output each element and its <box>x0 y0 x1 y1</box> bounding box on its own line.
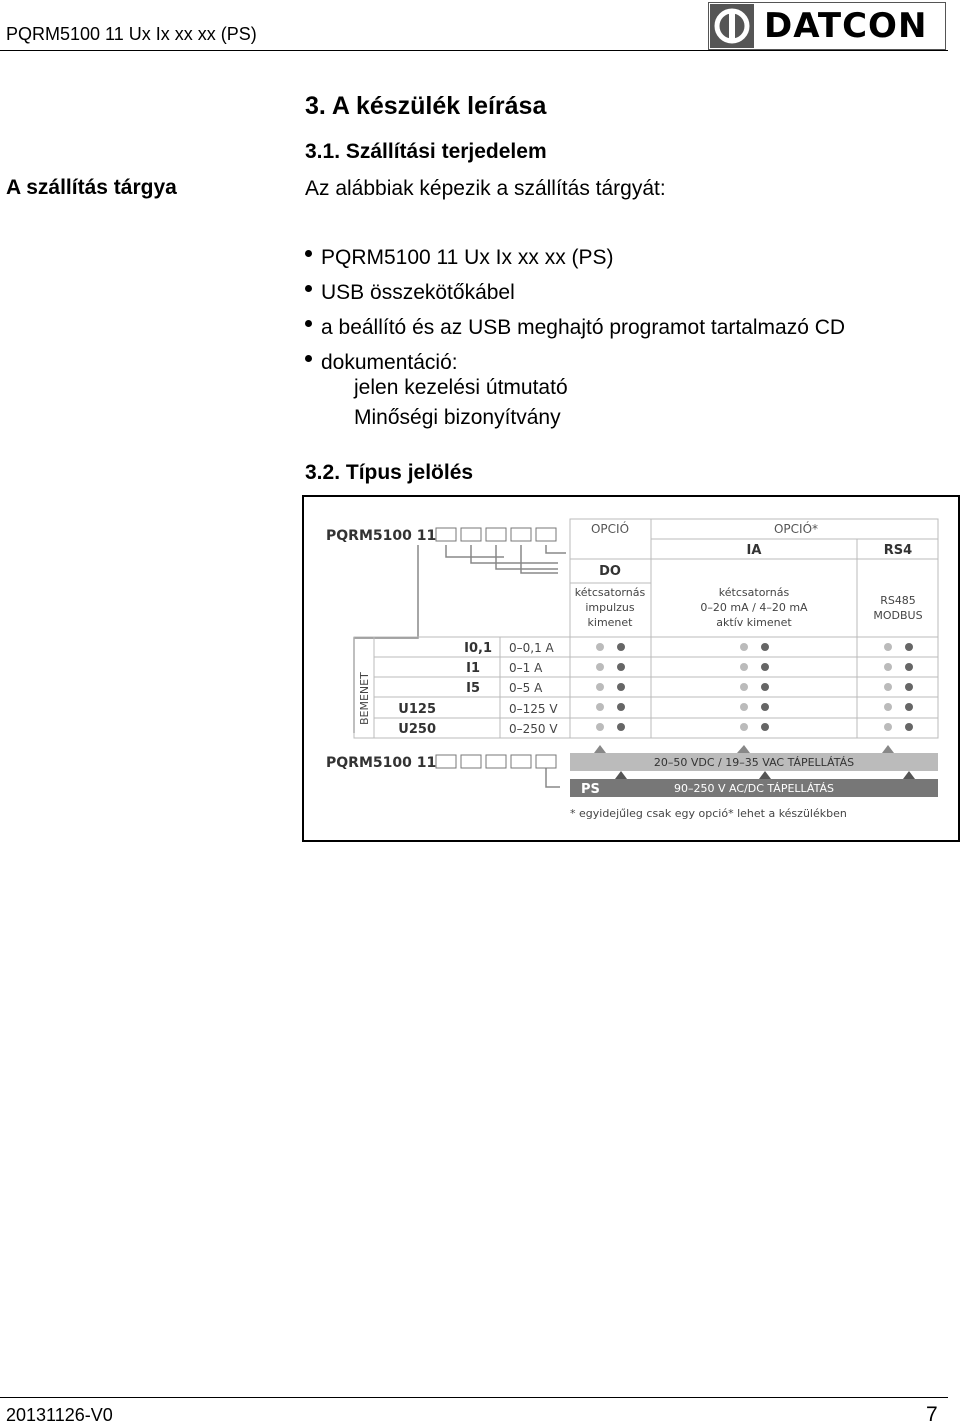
logo-text: DATCON <box>764 6 928 46</box>
supply-high-label: 90–250 V AC/DC TÁPELLÁTÁS <box>674 782 834 795</box>
input-range: 0–250 V <box>509 722 558 736</box>
input-range: 0–5 A <box>509 681 543 695</box>
ps-label: PS <box>581 782 600 797</box>
logo-mark-icon <box>710 4 754 48</box>
rs4-desc-2: MODBUS <box>873 609 923 622</box>
datcon-logo <box>708 2 946 50</box>
footer-version: 20131126-V0 <box>6 1405 113 1425</box>
bullet-icon <box>305 320 312 327</box>
input-code: I5 <box>466 681 480 696</box>
list-item: dokumentáció: <box>305 345 845 380</box>
section-title: 3. A készülék leírása <box>305 92 547 120</box>
delivery-list <box>305 240 845 380</box>
side-label: A szállítás tárgya <box>6 176 177 199</box>
diagram-footnote: * egyidejűleg csak egy opció* lehet a készülékben <box>570 807 847 820</box>
list-item: PQRM5100 11 Ux Ix xx xx (PS) <box>305 240 845 275</box>
do-desc-2: impulzus <box>585 601 635 614</box>
do-desc-3: kimenet <box>587 616 633 629</box>
ia-desc-1: kétcsatornás <box>718 586 790 599</box>
option-star-label: OPCIÓ* <box>773 522 819 536</box>
header-title: PQRM5100 11 Ux Ix xx xx (PS) <box>6 24 257 44</box>
doc-item-certificate: Minőségi bizonyítvány <box>354 406 561 429</box>
list-item: a beállító és az USB meghajtó programot tartalmazó CD <box>305 310 845 345</box>
ia-desc-3: aktív kimenet <box>716 616 792 629</box>
bullet-icon <box>305 355 312 362</box>
footer-rule <box>0 1397 948 1398</box>
input-range: 0–125 V <box>509 702 558 716</box>
input-range: 0–1 A <box>509 661 543 675</box>
option-label: OPCIÓ <box>590 522 630 536</box>
type-section-title: 3.2. Típus jelölés <box>305 461 474 484</box>
bullet-icon <box>305 250 312 257</box>
type-code-diagram <box>302 495 960 842</box>
list-item: USB összekötőkábel <box>305 275 845 310</box>
intro-text: Az alábbiak képezik a szállítás tárgyát: <box>305 177 666 200</box>
input-code: I1 <box>466 661 480 676</box>
do-desc-1: kétcsatornás <box>574 586 646 599</box>
ia-label: IA <box>746 543 762 558</box>
rs4-label: RS4 <box>883 543 913 558</box>
input-code: U125 <box>398 702 436 717</box>
do-label: DO <box>599 564 621 579</box>
input-vertical-label: BEMENET <box>358 672 371 725</box>
page-number: 7 <box>926 1403 938 1426</box>
supply-low-label: 20–50 VDC / 19–35 VAC TÁPELLÁTÁS <box>653 756 855 769</box>
diagram-model-bottom: PQRM5100 11 <box>326 755 437 771</box>
rs4-desc-1: RS485 <box>880 594 916 607</box>
bullet-icon <box>305 285 312 292</box>
input-code: U250 <box>398 722 436 737</box>
subsection-title: 3.1. Szállítási terjedelem <box>305 140 547 163</box>
ia-desc-2: 0–20 mA / 4–20 mA <box>700 601 808 614</box>
diagram-model-top: PQRM5100 11 <box>326 528 437 544</box>
input-range: 0–0,1 A <box>509 641 554 655</box>
doc-item-manual: jelen kezelési útmutató <box>354 376 568 399</box>
header-rule <box>0 50 948 51</box>
input-code: I0,1 <box>464 641 492 656</box>
